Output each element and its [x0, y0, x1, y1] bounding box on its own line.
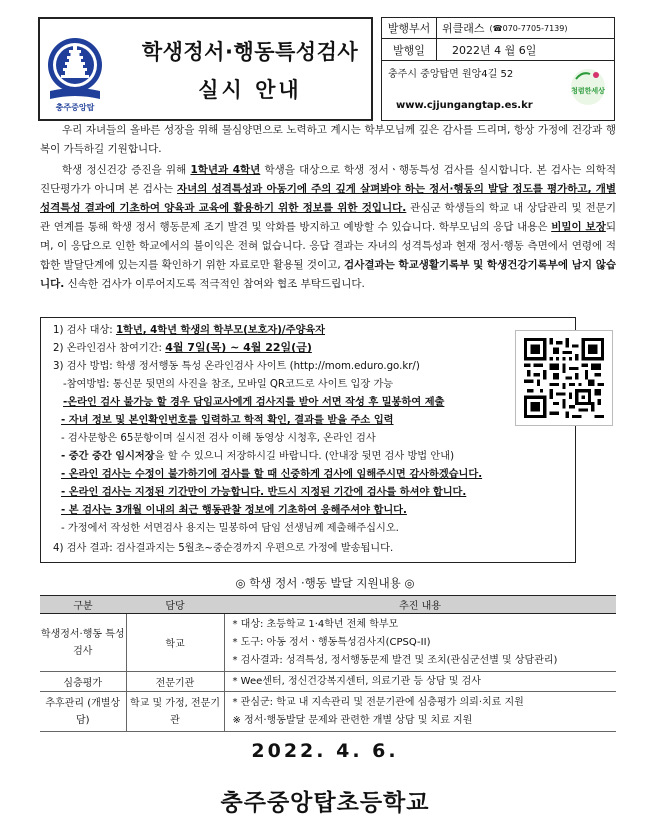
issue-date: 2022년 4 월 6일: [452, 43, 537, 57]
dept-row: [382, 18, 614, 39]
guide-offline-option: -온라인 검사 불가능 할 경우 담임교사에게 검사지를 받아 서면 작성 후 밀봉하여 제출: [63, 397, 445, 408]
table-row: [40, 614, 616, 672]
row-category: 심층평가: [40, 672, 126, 692]
col-details: 추진 내용: [224, 596, 616, 614]
integrity-badge: [568, 65, 608, 117]
date-label: 발행일: [382, 39, 437, 60]
guide-enter-info: - 자녀 정보 및 본인확인번호를 입력하고 학적 확인, 결과를 받을 주소 입력: [61, 415, 394, 426]
row-category: 학생정서·행동 특성검사: [40, 614, 126, 672]
guide-target: 1) 검사 대상: 1학년, 4학년 학생의 학부모(보호자)/주양육자: [53, 325, 325, 336]
school-address: 충주시 중앙탑면 원앙4길 52: [388, 68, 514, 80]
date-row: [382, 39, 614, 61]
row-details: * 대상: 초등학교 1·4학년 전체 학부모 * 도구: 아동 정서ㆍ행동특성검사지(CPSQ-II) * 검사결과: 성격특성, 정서행동문제 발견 및 조치(관심군선별 및 상담관리): [224, 614, 616, 672]
publication-info: [381, 17, 615, 121]
guide-period: 2) 온라인검사 참여기간: 4월 7일(목) ~ 4월 22일(금): [53, 341, 312, 354]
badge-text: 청렴한세상: [571, 87, 605, 95]
guide-save: - 중간 중간 임시저장을 할 수 있으니 저장하시길 바랍니다. (안내장 뒷면 검사 방법 안내): [61, 451, 455, 462]
target-grades: 1학년과 4학년: [190, 164, 261, 176]
guide-participation: -참여방법: 통신문 뒷면의 사진을 참조, 모바일 QR코드로 사이트 입장 가능: [63, 379, 394, 390]
page-subtitle: 실시 안내: [198, 78, 302, 102]
school-logo: [46, 25, 104, 113]
footer-date: 2022. 4. 6.: [251, 740, 399, 762]
intro-text: 신속한 검사가 이루어지도록 적극적인 참여와 협조 부탁드립니다.: [64, 278, 365, 290]
test-guide-box: [40, 317, 576, 563]
guide-no-edit: - 온라인 검사는 수정이 불가하기에 검사를 할 때 신중하게 검사에 임해주시면 감사하겠습니다.: [61, 469, 483, 480]
purpose-statement: 자녀의 성격특성과 아동기에 주의 깊게 살펴봐야 하는 정서·행동의 발달 정도를 평가하고, 개별 성격특성 결과에 기초하여 양육과 교육에 활용하기 위한 정보를 위한 것입니다.: [40, 183, 616, 214]
intro-greeting: 우리 자녀들의 올바른 성장을 위해 물심양면으로 노력하고 계시는 학부모님께 깊은 감사를 드리며, 항상 가정에 건강과 행복이 가득하길 기원합니다.: [40, 124, 616, 155]
dept-value: 위클래스: [442, 22, 485, 35]
guide-paper-submit: - 가정에서 작성한 서면검사 용지는 밀봉하여 담임 선생님께 제출해주십시오.: [61, 523, 399, 534]
logo-caption: 충주중앙탑: [55, 103, 95, 112]
intro-body: [40, 161, 616, 294]
phone-number: (☎070-7705-7139): [489, 23, 568, 33]
row-owner: 학교 및 가정, 전문기관: [126, 692, 224, 732]
intro-text: 되며, 이 응답으로 인한 학교에서의 불이익은 전혀 없습니다. 응답 결과는 자녀의 성격특성과 현재 정서·행동 측면에서 연령에 적합한 발달단계에 있는지를 확인하기 위한 자료로만 활용될 것이고,: [40, 221, 616, 271]
table-row: [40, 672, 616, 692]
record-statement: 검사결과는 학교생활기록부 및 학생건강기록부에 남지 않습니다.: [40, 259, 616, 290]
guide-recent-observation: - 본 검사는 3개월 이내의 최근 행동관찰 정보에 기초하여 응해주셔야 합니다.: [61, 505, 407, 516]
guide-period-only: - 온라인 검사는 지정된 기간만이 가능합니다. 반드시 지정된 기간에 검사를 하셔야 합니다.: [61, 487, 467, 498]
address-row: [382, 61, 562, 83]
qr-code[interactable]: [524, 338, 604, 418]
school-url[interactable]: www.cjjungangtap.es.kr: [396, 100, 533, 111]
col-owner: 담당: [126, 596, 224, 614]
guide-method: 3) 검사 방법: 학생 정서행동 특성 온라인검사 사이트 (http://mom.eduro.go.kr/): [53, 361, 420, 372]
intro-text: 학생 정신건강 증진을 위해: [62, 164, 191, 176]
intro-text: 관심군 학생들의 학교 내 상담관리 및 전문기관 연계를 통해 학생 정서 행동문제 조기 발견 및 악화를 방지하고 예방할 수 있습니다. 학부모님의 응답 내용은: [40, 202, 617, 233]
row-owner: 학교: [126, 614, 224, 672]
table-header: [40, 596, 616, 614]
intro-text: 학생을 대상으로 학생 정서ㆍ행동특성 검사를 실시합니다. 본 검사는 의학적 진단평가가 아니며 본 검사는: [40, 164, 616, 195]
privacy-statement: 비밀이 보장: [551, 221, 606, 233]
row-details: * 관심군: 학교 내 지속관리 및 전문기관에 심층평가 의뢰·치료 지원 ※ 정서·행동발달 문제와 관련한 개별 상담 및 치료 지원: [224, 692, 616, 732]
guide-result: 4) 검사 결과: 검사결과지는 5월초~중순경까지 우편으로 가정에 발송됩니다.: [53, 543, 394, 554]
row-details: * Wee센터, 정신건강복지센터, 의료기관 등 상담 및 검사: [224, 672, 616, 692]
school-name: 충주중앙탑초등학교: [220, 790, 430, 816]
dept-label: 발행부서: [382, 18, 437, 38]
row-category: 추후관리 (개별상담): [40, 692, 126, 732]
support-table: [40, 595, 616, 732]
page-title: 학생정서·행동특성검사: [141, 40, 359, 64]
guide-question-count: - 검사문항은 65문항이며 실시전 검사 이해 동영상 시청후, 온라인 검사: [61, 433, 376, 444]
table-row: [40, 692, 616, 732]
support-title: ◎ 학생 정서 ·행동 발달 지원내용 ◎: [235, 576, 415, 590]
row-owner: 전문기관: [126, 672, 224, 692]
col-category: 구분: [40, 596, 126, 614]
